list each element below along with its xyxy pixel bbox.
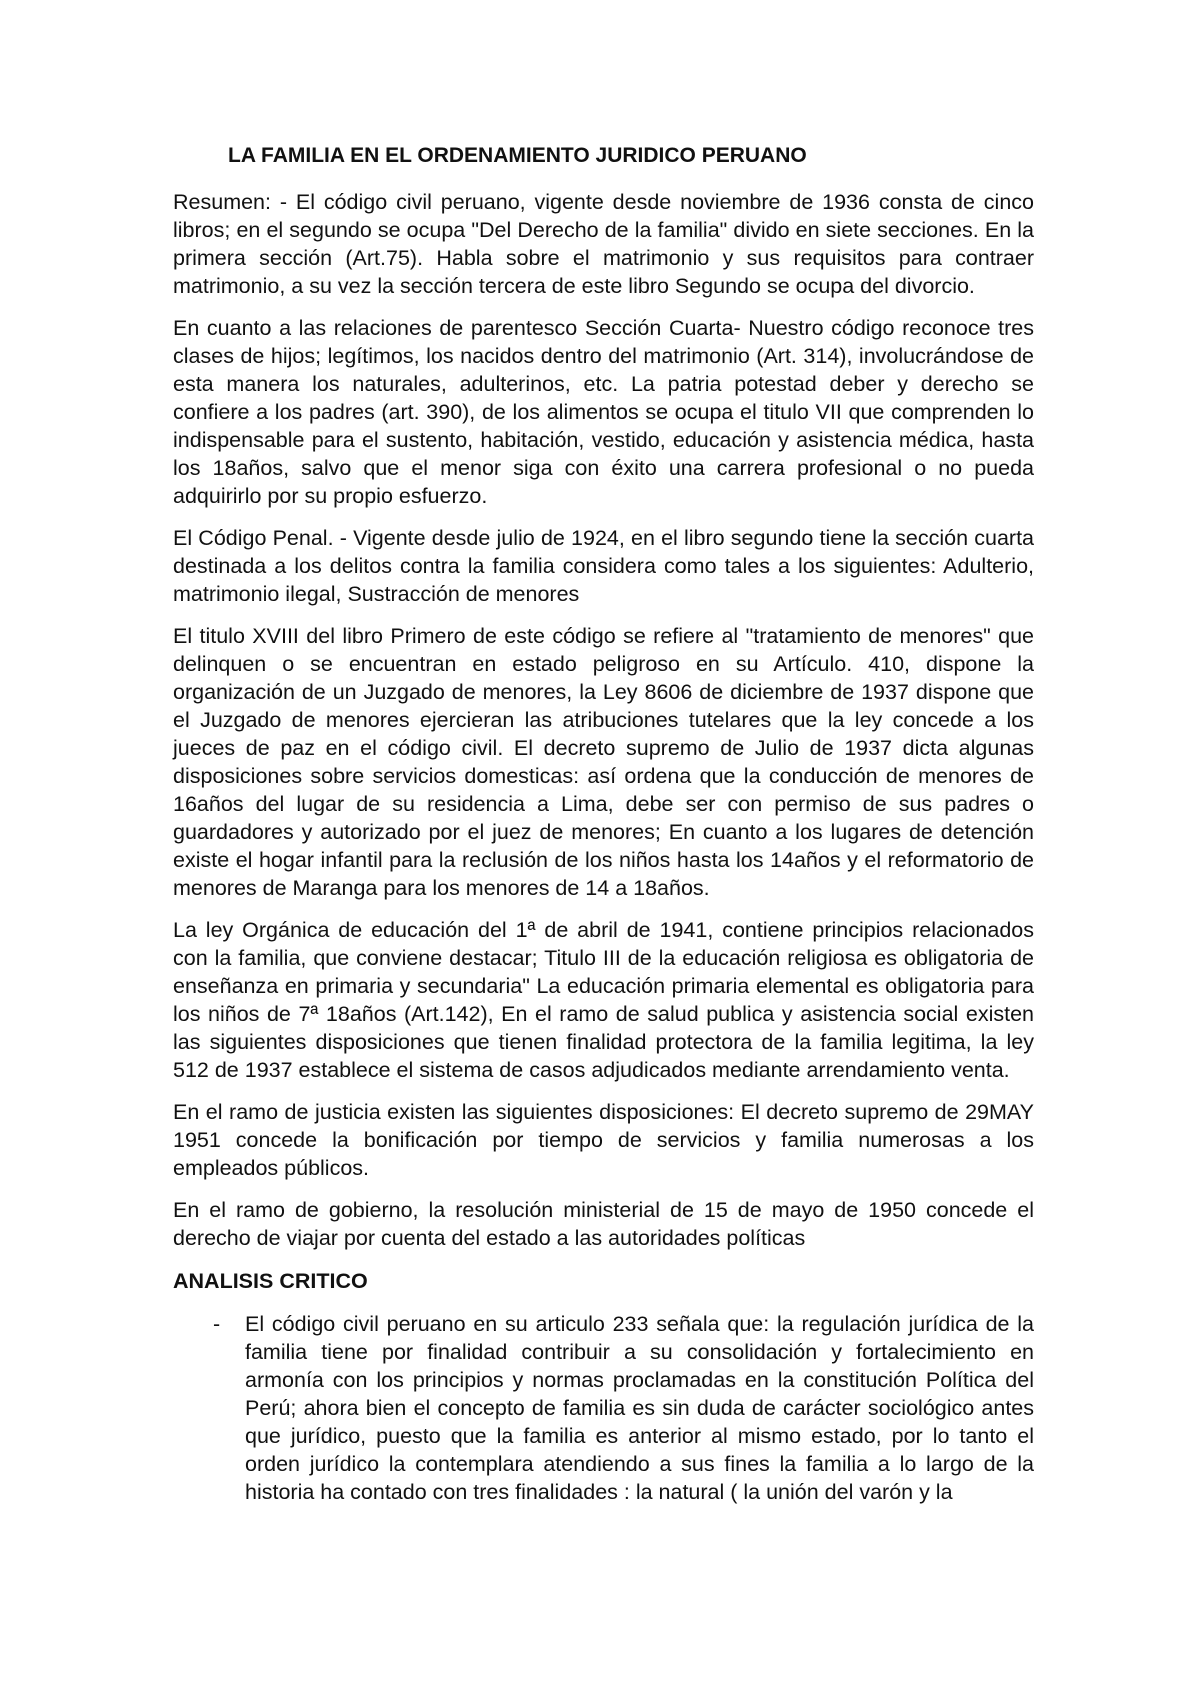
paragraph-ramo-gobierno: En el ramo de gobierno, la resolución ministerial de 15 de mayo de 1950 concede el derecho de viajar por cuenta del estado a las autoridades políticas: [173, 1198, 1034, 1250]
list-item-text: El código civil peruano en su articulo 233 señala que: la regulación jurídica de la familia tiene por finalidad contribuir a su consolidación y fortalecimiento en armonía con los principios y normas proclamadas en la constitución Política del Perú; ahora bien el concepto de familia es sin duda de carácter sociológico antes que jurídico, puesto que la familia es anterior al mismo estado, por lo tanto el orden jurídico la contemplara atendiendo a sus fines la familia a lo largo de la historia ha contado con tres finalidades : la natural ( la unión del varón y la: [245, 1312, 1034, 1504]
paragraph-ramo-justicia: En el ramo de justicia existen las siguientes disposiciones: El decreto supremo de 29MAY 1951 concede la bonificación por tiempo de servicios y familia numerosas a los empleados públicos.: [173, 1100, 1034, 1180]
analysis-list: [173, 1310, 1034, 1506]
paragraph-resumen: Resumen: - El código civil peruano, vigente desde noviembre de 1936 consta de cinco libros; en el segundo se ocupa "Del Derecho de la familia" divido en siete secciones. En la primera sección (Art.75). Habla sobre el matrimonio y sus requisitos para contraer matrimonio, a su vez la sección tercera de este libro Segundo se ocupa del divorcio.: [173, 190, 1034, 298]
paragraph-parentesco: En cuanto a las relaciones de parentesco Sección Cuarta- Nuestro código reconoce tres clases de hijos; legítimos, los nacidos dentro del matrimonio (Art. 314), involucrándose de esta manera los naturales, adulterinos, etc. La patria potestad deber y derecho se confiere a los padres (art. 390), de los alimentos se ocupa el titulo VII que comprenden lo indispensable para el sustento, habitación, vestido, educación y asistencia médica, hasta los 18años, salvo que el menor siga con éxito una carrera profesional o no pueda adquirirlo por su propio esfuerzo.: [173, 316, 1034, 508]
dash-bullet-icon: -: [213, 1312, 221, 1336]
analysis-heading: ANALISIS CRITICO: [173, 1269, 368, 1293]
list-item: [173, 1310, 1034, 1506]
paragraph-ley-organica: La ley Orgánica de educación del 1ª de abril de 1941, contiene principios relacionados con la familia, que conviene destacar; Titulo III de la educación religiosa es obligatoria de enseñanza en primaria y secundaria" La educación primaria elemental es obligatoria para los niños de 7ª 18años (Art.142), En el ramo de salud publica y asistencia social existen las siguientes disposiciones que tienen finalidad protectora de la familia legitima, la ley 512 de 1937 establece el sistema de casos adjudicados mediante arrendamiento venta.: [173, 918, 1034, 1082]
paragraph-titulo-xviii: El titulo XVIII del libro Primero de este código se refiere al "tratamiento de menores" que delinquen o se encuentran en estado peligroso en su Artículo. 410, dispone la organización de un Juzgado de menores, la Ley 8606 de diciembre de 1937 dispone que el Juzgado de menores ejercieran las atribuciones tutelares que la ley concede a los jueces de paz en el código civil. El decreto supremo de Julio de 1937 dicta algunas disposiciones sobre servicios domesticas: así ordena que la conducción de menores de 16años del lugar de su residencia a Lima, debe ser con permiso de sus padres o guardadores y autorizado por el juez de menores; En cuanto a los lugares de detención existe el hogar infantil para la reclusión de los niños hasta los 14años y el reformatorio de menores de Maranga para los menores de 14 a 18años.: [173, 624, 1034, 900]
paragraph-codigo-penal: El Código Penal. - Vigente desde julio de 1924, en el libro segundo tiene la sección cuarta destinada a los delitos contra la familia considera como tales a los siguientes: Adulterio, matrimonio ilegal, Sustracción de menores: [173, 526, 1034, 606]
document-page: [173, 140, 1034, 1506]
document-title: LA FAMILIA EN EL ORDENAMIENTO JURIDICO PERUANO: [228, 144, 807, 167]
